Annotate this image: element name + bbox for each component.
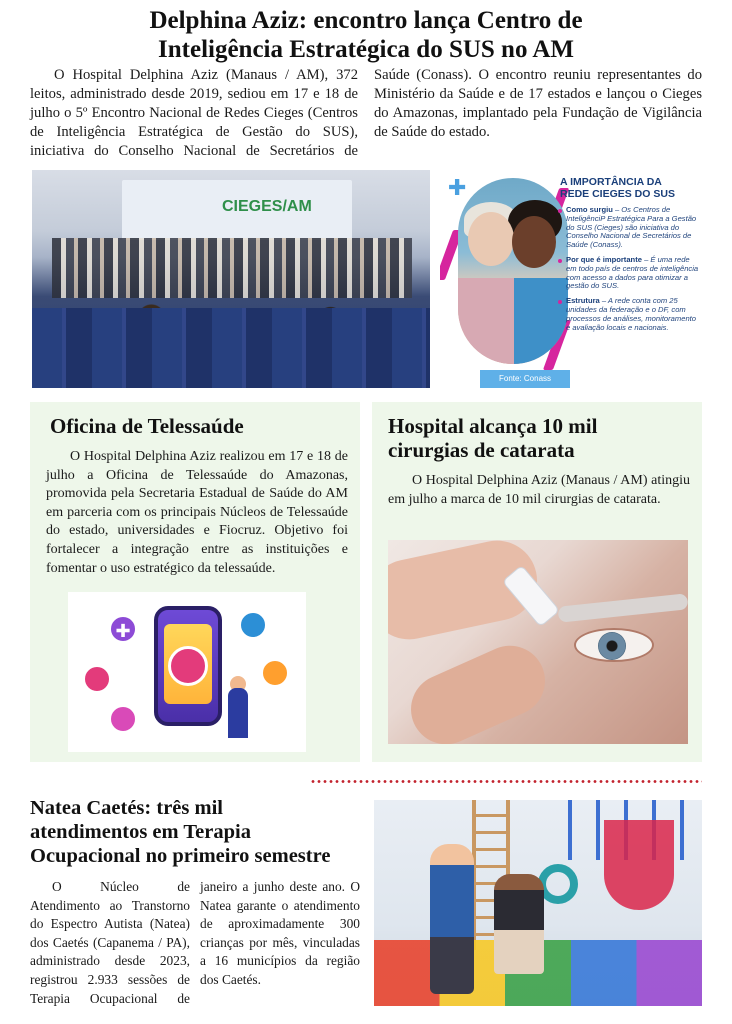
stage-banner: CIEGES/AM — [222, 198, 312, 215]
tyre-swing — [538, 864, 578, 904]
hand-shape — [400, 635, 556, 744]
article-paragraph: O Hospital Delphina Aziz (Manaus / AM), 372 leitos, administrado desde 2019, sediou em 17 e 18 de julho o 5º Encontro Nacional de Redes Cieges (Centros de Inteligência Estratégica de Gestão do SUS), iniciativa do Conselho Nacional de Secretários de Saúde (Conass). O encontro reuniu representantes do Ministério da Saúde e de 17 estados e lançou o Cieges do Amazonas, implantado pela Fundação de Vigilância de Saúde do estado. — [30, 67, 702, 159]
infobox-source: Fonte: Conass — [480, 370, 570, 388]
auditorium-chairs — [32, 308, 430, 388]
infobox-item-label: Estrutura — [566, 296, 600, 306]
meeting-photo — [32, 170, 430, 388]
group-of-people — [52, 238, 412, 298]
eye-drops-photo — [388, 540, 688, 744]
infobox-item — [558, 256, 700, 291]
infobox-item — [558, 206, 700, 250]
title-line-1: Delphina Aziz: encontro lança Centro de — [149, 7, 583, 34]
article-title-cieges — [30, 6, 702, 64]
article-paragraph: O Hospital Delphina Aziz (Manaus / AM) atingiu em julho a marca de 10 mil cirurgias de catarata. — [388, 473, 690, 507]
body-shape — [458, 278, 518, 364]
article-paragraph: O Núcleo de Atendimento ao Transtorno do Espectro Autista (Natea) dos Caetés (Capanema / PA), administrado desde 2023, registrou 2.933 sessões de Terapia Ocupacional de janeiro a junho deste ano. O Natea garante o atendimento de aproximadamente 300 crianças por mês, vinculadas a 16 municípios da região dos Caetés. — [30, 879, 360, 1006]
article-paragraph: O Hospital Delphina Aziz realizou em 17 e 18 de julho a Oficina de Telessaúde do Amazonas, promovida pela Secretaria Estadual de Saúde do AM em parceria com os principais Núcleos de Telessaúde do estado, universidades e Fiocruz. Objetivo foi fortalecer a integração entre as instituições e fomentar o uso estratégico da telessaúde. — [46, 449, 348, 576]
natea-title-line-1: Natea Caetés: três mil — [30, 797, 223, 819]
telessaude-body — [46, 448, 348, 578]
natea-body — [30, 878, 360, 1014]
catarata-title-line-2: cirurgias de catarata — [388, 438, 575, 462]
infobox-item — [558, 297, 700, 332]
natea-title — [30, 796, 362, 868]
natea-title-line-3: Ocupacional no primeiro semestre — [30, 845, 331, 867]
infobox-heading-line-1: A IMPORTÂNCIA DA — [560, 176, 662, 188]
catarata-box — [372, 402, 702, 762]
dotted-divider — [310, 780, 702, 783]
test-tube-icon — [260, 658, 290, 688]
face-shape — [468, 212, 514, 266]
infobox-item-label: Como surgiu — [566, 205, 613, 214]
title-line-2: Inteligência Estratégica do SUS no AM — [158, 36, 574, 63]
therapy-swing — [604, 820, 674, 910]
infobox-item-text: – Os Centros de InteligênciP Estratégica Para a Gestão do SUS (Cieges) são iniciativa do Conselho Nacional de Secretários de Saúde (Conass). — [566, 205, 697, 250]
catarata-title — [388, 414, 692, 462]
therapist-figure — [430, 844, 474, 994]
dna-icon — [82, 664, 112, 694]
catarata-title-line-1: Hospital alcança 10 mil — [388, 414, 598, 438]
natea-title-line-2: atendimentos em Terapia — [30, 821, 251, 843]
medical-cross-icon — [108, 614, 138, 644]
infobox-heading — [560, 176, 700, 200]
telessaude-title: Oficina de Telessaúde — [50, 414, 244, 438]
flask-icon — [108, 704, 138, 734]
iris-shape — [598, 632, 626, 660]
microscope-icon — [238, 610, 268, 640]
infobox-heading-line-2: REDE CIEGES DO SUS — [560, 188, 675, 200]
occupational-therapy-photo — [374, 800, 702, 1006]
catarata-body — [388, 472, 690, 509]
telessaude-box — [30, 402, 360, 762]
face-shape — [512, 216, 556, 268]
article-body-cieges — [30, 66, 702, 161]
infobox-item-label: Por que é importante — [566, 254, 642, 264]
telehealth-illustration — [68, 592, 306, 752]
infobox-item-text: – É uma rede em todo país de centros de inteligência com acesso a dados para otimizar a gestão do SUS. — [566, 254, 699, 291]
eyebrow-shape — [558, 593, 688, 623]
infobox-item-text: – A rede conta com 25 unidades da federação e o DF, com processos de análises, monitoramento e avaliação locais e nacionais. — [566, 296, 697, 332]
heart-icon — [168, 646, 208, 686]
cross-glyph: ✚ — [115, 621, 131, 642]
plus-icon: ✚ — [448, 176, 467, 201]
infobox-list — [558, 206, 700, 338]
infobox-rede-cieges — [440, 170, 702, 392]
child-figure — [494, 874, 544, 974]
person-figure — [228, 688, 248, 738]
health-workers-portrait — [458, 178, 568, 364]
